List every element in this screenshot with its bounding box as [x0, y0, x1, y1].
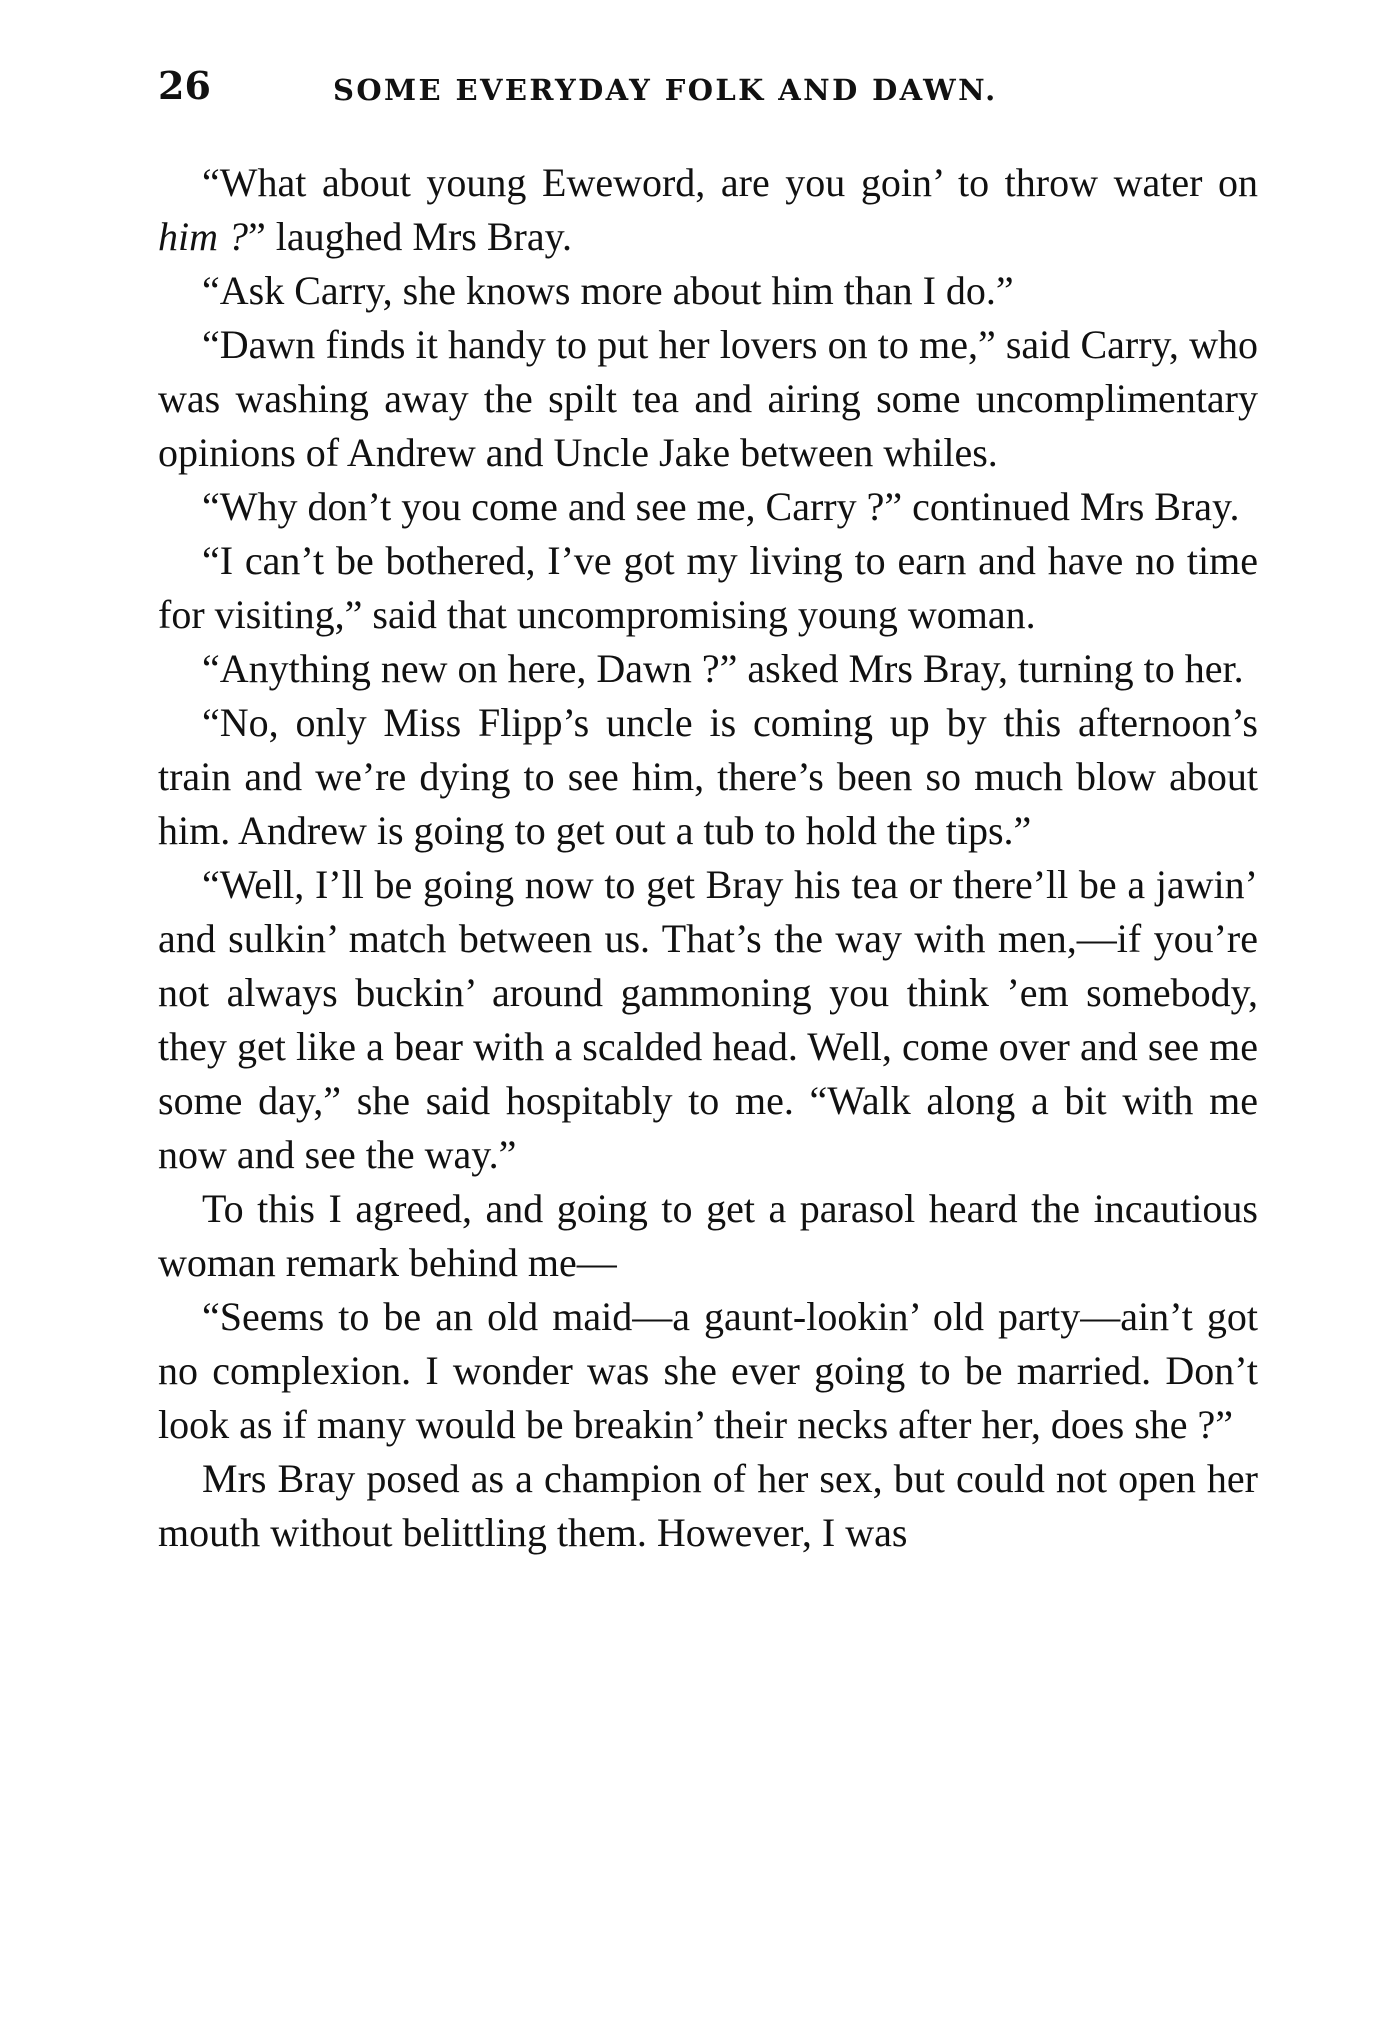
- page-header: [158, 58, 1258, 114]
- paragraph: [158, 156, 1258, 264]
- paragraph: “Anything new on here, Dawn ?” asked Mrs Bray, turning to her.: [202, 646, 1244, 691]
- page-number: 26: [158, 63, 211, 108]
- paragraph-text: “What about young Eweword, are you goin’ to throw water on: [202, 160, 1258, 205]
- paragraph-text: ” laughed Mrs Bray.: [248, 214, 572, 259]
- paragraph: “Ask Carry, she knows more about him than I do.”: [202, 268, 1014, 313]
- paragraph: “Well, I’ll be going now to get Bray his tea or there’ll be a jawin’ and sulkin’ match between us. That’s the way with men,—if you’re not always buckin’ around gammoning you think ’em somebody, they get like a bear with a scalded head. Well, come over and see me some day,” she said hospitably to me. “Walk along a bit with me now and see the way.”: [158, 862, 1258, 1177]
- paragraph: “Seems to be an old maid—a gaunt-lookin’ old party—ain’t got no complexion. I wonder was she ever going to be married. Don’t look as if many would be breakin’ their necks after her, does she ?”: [158, 1294, 1258, 1447]
- paragraph: “No, only Miss Flipp’s uncle is coming up by this afternoon’s train and we’re dying to see him, there’s been so much blow about him. Andrew is going to get out a tub to hold the tips.”: [158, 700, 1258, 853]
- paragraph: Mrs Bray posed as a champion of her sex, but could not open her mouth without belittling them. However, I was: [158, 1456, 1258, 1555]
- running-title: SOME EVERYDAY FOLK AND DAWN.: [333, 73, 998, 107]
- paragraph: “I can’t be bothered, I’ve got my living to earn and have no time for visiting,” said that uncompromising young woman.: [158, 538, 1258, 637]
- paragraph: “Dawn finds it handy to put her lovers on to me,” said Carry, who was washing away the spilt tea and airing some uncomplimentary opinions of Andrew and Uncle Jake between whiles.: [158, 322, 1258, 475]
- paragraph: “Why don’t you come and see me, Carry ?” continued Mrs Bray.: [202, 484, 1240, 529]
- body-text: [158, 156, 1258, 1560]
- emphasized-text: him ?: [158, 214, 248, 259]
- paragraph: To this I agreed, and going to get a parasol heard the incautious woman remark behind me—: [158, 1186, 1258, 1285]
